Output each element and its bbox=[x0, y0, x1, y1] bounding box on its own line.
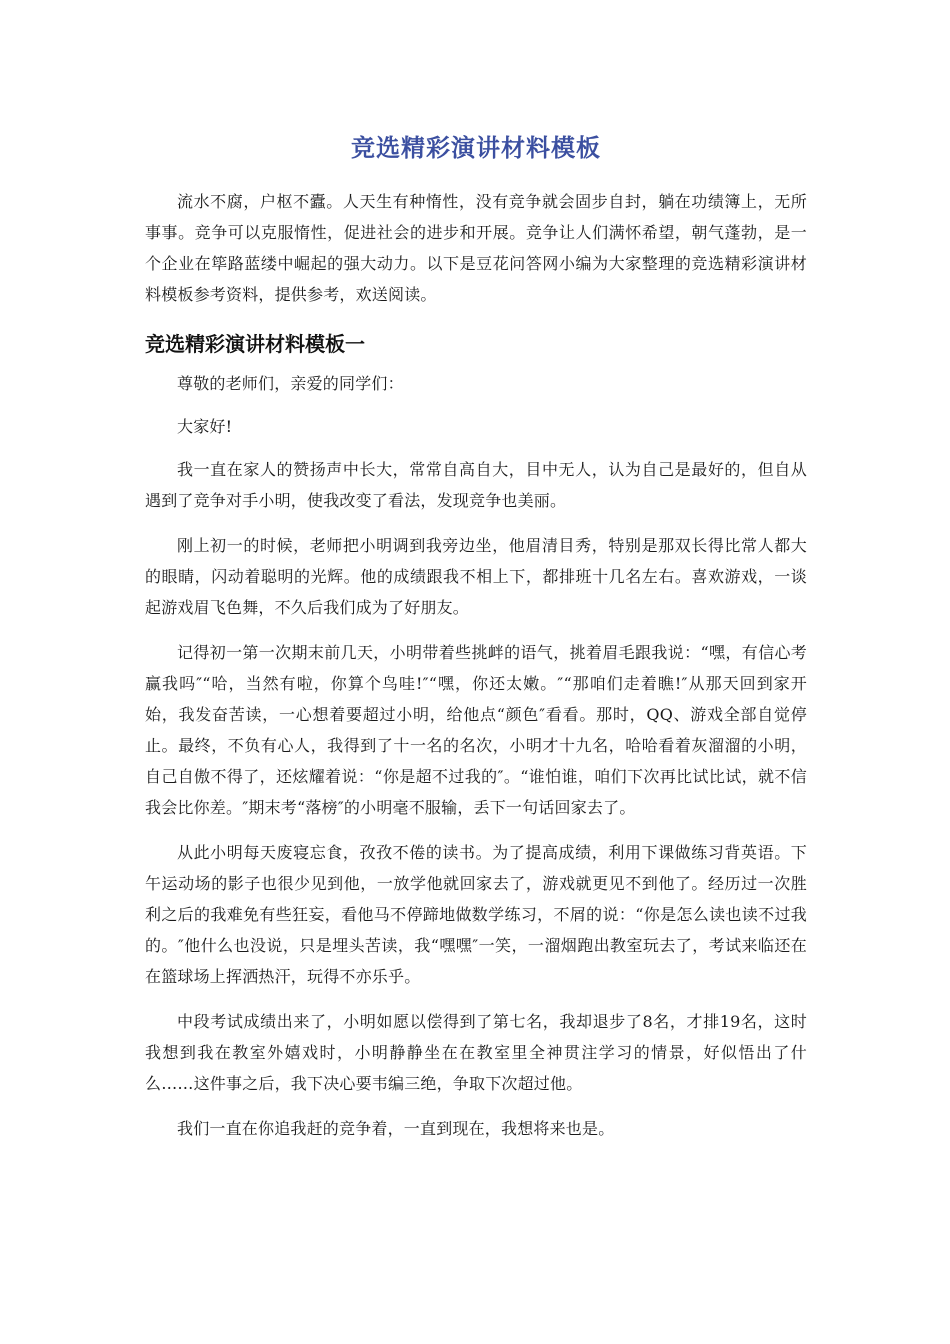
body-paragraph-greeting: 大家好! bbox=[177, 417, 233, 436]
body-paragraph: 我一直在家人的赞扬声中长大，常常自高自大，目中无人，认为自己是最好的，但自从遇到了竞争对手小明，使我改变了看法，发现竞争也美丽。 bbox=[145, 460, 807, 510]
body-paragraph: 我们一直在你追我赶的竞争着，一直到现在，我想将来也是。 bbox=[177, 1119, 615, 1138]
document-page bbox=[145, 130, 807, 1158]
body-paragraph-salutation: 尊敬的老师们，亲爱的同学们： bbox=[177, 374, 404, 393]
intro-paragraph: 流水不腐，户枢不蠹。人天生有种惰性，没有竞争就会固步自封，躺在功绩簿上，无所事事。竞争可以克服惰性，促进社会的进步和开展。竞争让人们满怀希望，朝气蓬勃，是一个企业在筚路蓝缕中崛起的强大动力。以下是豆花问答网小编为大家整理的竞选精彩演讲材料模板参考资料，提供参考，欢送阅读。 bbox=[145, 192, 807, 304]
body-paragraph: 记得初一第一次期末前几天，小明带着些挑衅的语气，挑着眉毛跟我说：“嘿，有信心考赢我吗″“哈，当然有啦，你算个鸟哇!″“嘿，你还太嫩。″“那咱们走着瞧!″从那天回到家开始，我发奋苦读，一心想着要超过小明，给他点“颜色″看看。那时，QQ、游戏全部自觉停止。最终，不负有心人，我得到了十一名的名次，小明才十九名，哈哈看着灰溜溜的小明，自己自傲不得了，还炫耀着说：“你是超不过我的″。“谁怕谁，咱们下次再比试比试，就不信我会比你差。″期末考“落榜″的小明毫不服输，丢下一句话回家去了。 bbox=[145, 643, 807, 817]
section-heading: 竞选精彩演讲材料模板一 bbox=[145, 332, 365, 356]
body-paragraph: 中段考试成绩出来了，小明如愿以偿得到了第七名，我却退步了8名，才排19名，这时我想到我在教室外嬉戏时，小明静静坐在在教室里全神贯注学习的情景，好似悟出了什么……这件事之后，我下决心要韦编三绝，争取下次超过他。 bbox=[145, 1012, 807, 1093]
body-paragraph: 刚上初一的时候，老师把小明调到我旁边坐，他眉清目秀，特别是那双长得比常人都大的眼睛，闪动着聪明的光辉。他的成绩跟我不相上下，都排班十几名左右。喜欢游戏，一谈起游戏眉飞色舞，不久后我们成为了好朋友。 bbox=[145, 536, 807, 617]
body-paragraph: 从此小明每天废寝忘食，孜孜不倦的读书。为了提高成绩，利用下课做练习背英语。下午运动场的影子也很少见到他，一放学他就回家去了，游戏就更见不到他了。经历过一次胜利之后的我难免有些狂妄，看他马不停蹄地做数学练习，不屑的说：“你是怎么读也读不过我的。″他什么也没说，只是埋头苦读，我“嘿嘿″一笑，一溜烟跑出教室玩去了，考试来临还在在篮球场上挥洒热汗，玩得不亦乐乎。 bbox=[145, 843, 807, 986]
document-title: 竞选精彩演讲材料模板 bbox=[351, 134, 601, 162]
